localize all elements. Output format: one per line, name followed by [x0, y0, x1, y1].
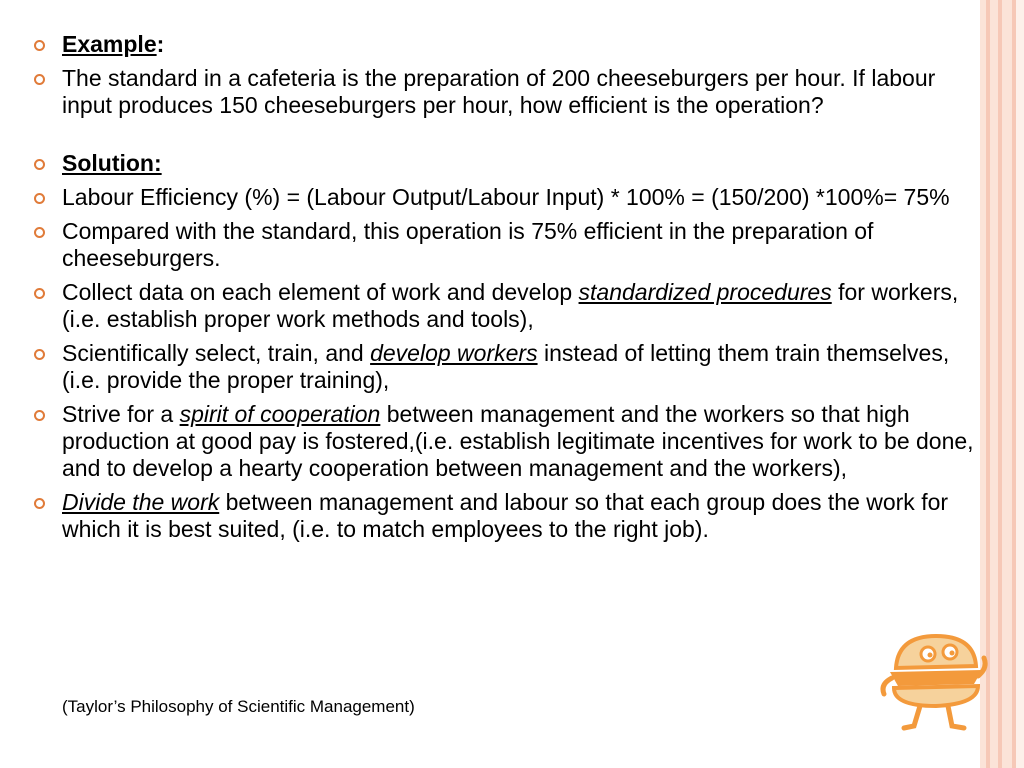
bullet-icon [34, 227, 45, 238]
bullet-icon [34, 410, 45, 421]
bullet-divide-work: Divide the work between management and labour so that each group does the work for which it is best suited, (i.e. to match employees to the right job). [34, 489, 984, 543]
cheeseburger-mascot-icon [878, 628, 988, 734]
bullet-icon [34, 159, 45, 170]
bullet-labour-efficiency: Labour Efficiency (%) = (Labour Output/Labour Input) * 100% = (150/200) *100%= 75% [34, 184, 984, 211]
bullet-solution-heading: Solution: [34, 150, 984, 177]
bullet-icon [34, 40, 45, 51]
bullet-icon [34, 349, 45, 360]
bullet-select-train: Scientifically select, train, and develop workers instead of letting them train themselves, (i.e. provide the proper training), [34, 340, 984, 394]
bullet-example-heading: Example: [34, 31, 984, 58]
bullet-icon [34, 288, 45, 299]
bullet-list [34, 31, 984, 550]
bullet-icon [34, 193, 45, 204]
bullet-cooperation: Strive for a spirit of cooperation between management and the workers so that high production at good pay is fostered,(i.e. establish legitimate incentives for work to be done, and to develop a hearty cooperation between management and the workers), [34, 401, 984, 482]
bullet-icon [34, 74, 45, 85]
caption: (Taylor’s Philosophy of Scientific Management) [62, 697, 415, 716]
bullet-icon [34, 498, 45, 509]
bullet-collect-data: Collect data on each element of work and develop standardized procedures for workers,(i.e. establish proper work methods and tools), [34, 279, 984, 333]
bullet-comparison: Compared with the standard, this operation is 75% efficient in the preparation of cheeseburgers. [34, 218, 984, 272]
bullet-example-text: The standard in a cafeteria is the preparation of 200 cheeseburgers per hour. If labour input produces 150 cheeseburgers per hour, how efficient is the operation? [34, 65, 984, 119]
